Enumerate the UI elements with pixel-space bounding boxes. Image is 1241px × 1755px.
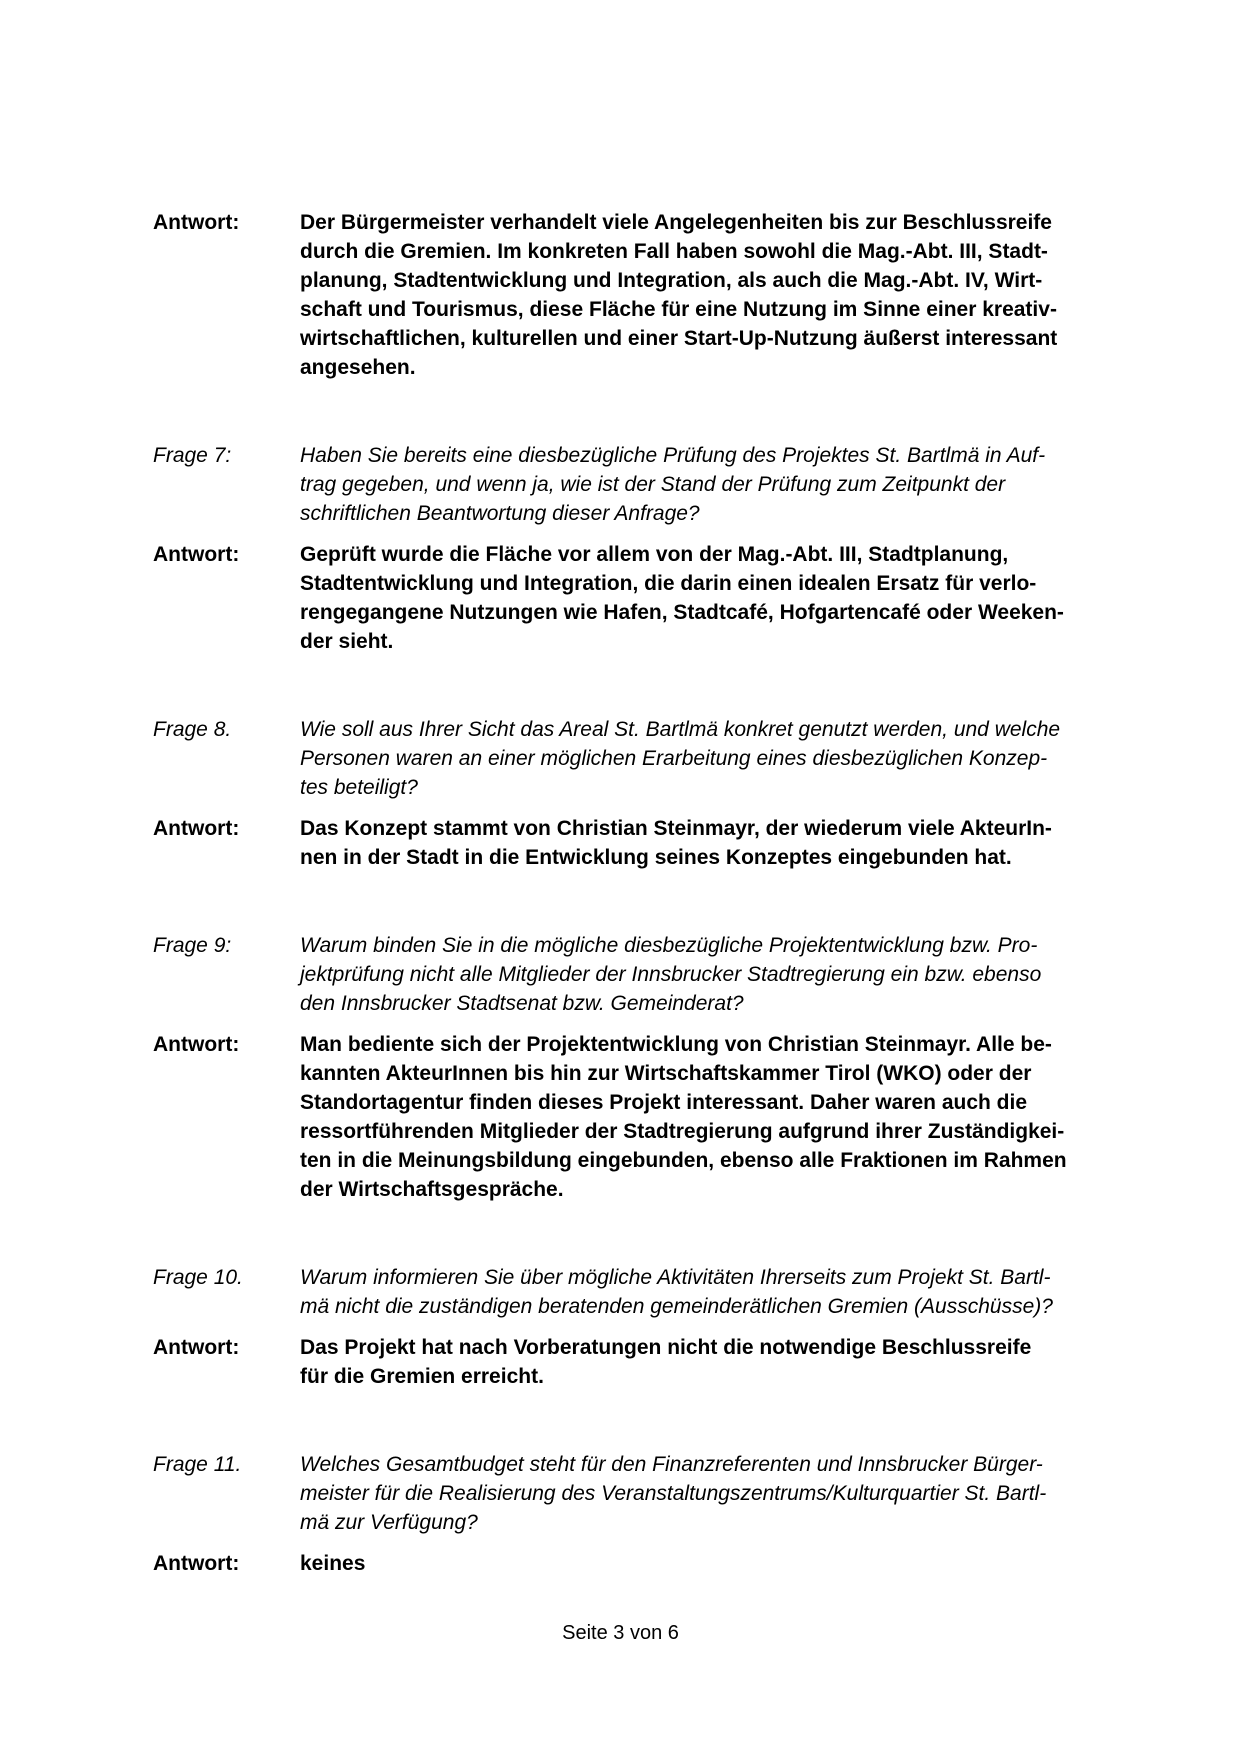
text-line: Welches Gesamtbudget steht für den Finanzreferenten und Innsbrucker Bürger-: [300, 1453, 1043, 1476]
text-line: Der Bürgermeister verhandelt viele Angelegenheiten bis zur Beschlussreife: [300, 211, 1052, 234]
document-body: [153, 208, 1143, 1578]
answer-text: [300, 1549, 1143, 1578]
question-block-11: [153, 1450, 1143, 1537]
text-line: meister für die Realisierung des Veranstaltungszentrums/Kulturquartier St. Bartl-: [300, 1482, 1047, 1505]
question-text: [300, 1450, 1143, 1537]
text-line: Wie soll aus Ihrer Sicht das Areal St. Bartlmä konkret genutzt werden, und welche: [300, 718, 1061, 741]
answer-block-6: [153, 208, 1143, 382]
text-line: Geprüft wurde die Fläche vor allem von der Mag.-Abt. III, Stadtplanung,: [300, 543, 1009, 566]
answer-label: Antwort:: [153, 211, 240, 234]
question-block-9: [153, 931, 1143, 1018]
answer-label: Antwort:: [153, 1033, 240, 1056]
text-line: wirtschaftlichen, kulturellen und einer Start-Up-Nutzung äußerst interessant: [300, 327, 1058, 350]
question-text: [300, 715, 1143, 802]
text-line: für die Gremien erreicht.: [300, 1365, 544, 1388]
question-label: Frage 10.: [153, 1266, 243, 1289]
answer-block-8: [153, 814, 1143, 872]
text-line: nen in der Stadt in die Entwicklung seines Konzeptes eingebunden hat.: [300, 846, 1012, 869]
question-block-7: [153, 441, 1143, 528]
answer-text: [300, 814, 1143, 872]
text-line: Personen waren an einer möglichen Erarbeitung eines diesbezüglichen Konzep-: [300, 747, 1048, 770]
text-line: Warum binden Sie in die mögliche diesbezügliche Projektentwicklung bzw. Pro-: [300, 934, 1038, 957]
answer-block-7: [153, 540, 1143, 656]
text-line: Haben Sie bereits eine diesbezügliche Prüfung des Projektes St. Bartlmä in Auf-: [300, 444, 1046, 467]
answer-block-10: [153, 1333, 1143, 1391]
text-line: schriftlichen Beantwortung dieser Anfrage?: [300, 502, 700, 525]
text-line: Stadtentwicklung und Integration, die darin einen idealen Ersatz für verlo-: [300, 572, 1037, 595]
question-block-8: [153, 715, 1143, 802]
question-label: Frage 11.: [153, 1453, 242, 1476]
text-line: Warum informieren Sie über mögliche Aktivitäten Ihrerseits zum Projekt St. Bartl-: [300, 1266, 1051, 1289]
page-number: Seite 3 von 6: [562, 1622, 679, 1644]
text-line: tes beteiligt?: [300, 776, 418, 799]
question-text: [300, 441, 1143, 528]
answer-label: Antwort:: [153, 543, 240, 566]
answer-block-11: [153, 1549, 1143, 1578]
question-label: Frage 8.: [153, 718, 232, 741]
text-line: Man bediente sich der Projektentwicklung von Christian Steinmayr. Alle be-: [300, 1033, 1052, 1056]
text-line: durch die Gremien. Im konkreten Fall haben sowohl die Mag.-Abt. III, Stadt-: [300, 240, 1048, 263]
text-line: Das Konzept stammt von Christian Steinmayr, der wiederum viele AkteurIn-: [300, 817, 1052, 840]
answer-label: Antwort:: [153, 1336, 240, 1359]
text-line: mä zur Verfügung?: [300, 1511, 478, 1534]
text-line: angesehen.: [300, 356, 416, 379]
question-text: [300, 931, 1143, 1018]
answer-label: Antwort:: [153, 817, 240, 840]
answer-text: [300, 208, 1143, 382]
text-line: der Wirtschaftsgespräche.: [300, 1178, 564, 1201]
answer-text: [300, 1030, 1143, 1204]
text-line: trag gegeben, und wenn ja, wie ist der Stand der Prüfung zum Zeitpunkt der: [300, 473, 1006, 496]
text-line: keines: [300, 1552, 366, 1575]
text-line: planung, Stadtentwicklung und Integration, als auch die Mag.-Abt. IV, Wirt-: [300, 269, 1043, 292]
text-line: rengegangene Nutzungen wie Hafen, Stadtcafé, Hofgartencafé oder Weeken-: [300, 601, 1064, 624]
text-line: jektprüfung nicht alle Mitglieder der Innsbrucker Stadtregierung ein bzw. ebenso: [300, 963, 1042, 986]
answer-label: Antwort:: [153, 1552, 240, 1575]
answer-block-9: [153, 1030, 1143, 1204]
question-label: Frage 7:: [153, 444, 232, 467]
text-line: Standortagentur finden dieses Projekt interessant. Daher waren auch die: [300, 1091, 1028, 1114]
text-line: ressortführenden Mitglieder der Stadtregierung aufgrund ihrer Zuständigkei-: [300, 1120, 1065, 1143]
text-line: der sieht.: [300, 630, 394, 653]
answer-text: [300, 1333, 1143, 1391]
question-label: Frage 9:: [153, 934, 232, 957]
text-line: schaft und Tourismus, diese Fläche für eine Nutzung im Sinne einer kreativ-: [300, 298, 1057, 321]
text-line: den Innsbrucker Stadtsenat bzw. Gemeinderat?: [300, 992, 744, 1015]
question-text: [300, 1263, 1143, 1321]
question-block-10: [153, 1263, 1143, 1321]
text-line: kannten AkteurInnen bis hin zur Wirtschaftskammer Tirol (WKO) oder der: [300, 1062, 1032, 1085]
text-line: mä nicht die zuständigen beratenden gemeinderätlichen Gremien (Ausschüsse)?: [300, 1295, 1053, 1318]
text-line: Das Projekt hat nach Vorberatungen nicht die notwendige Beschlussreife: [300, 1336, 1032, 1359]
answer-text: [300, 540, 1143, 656]
text-line: ten in die Meinungsbildung eingebunden, ebenso alle Fraktionen im Rahmen: [300, 1149, 1067, 1172]
